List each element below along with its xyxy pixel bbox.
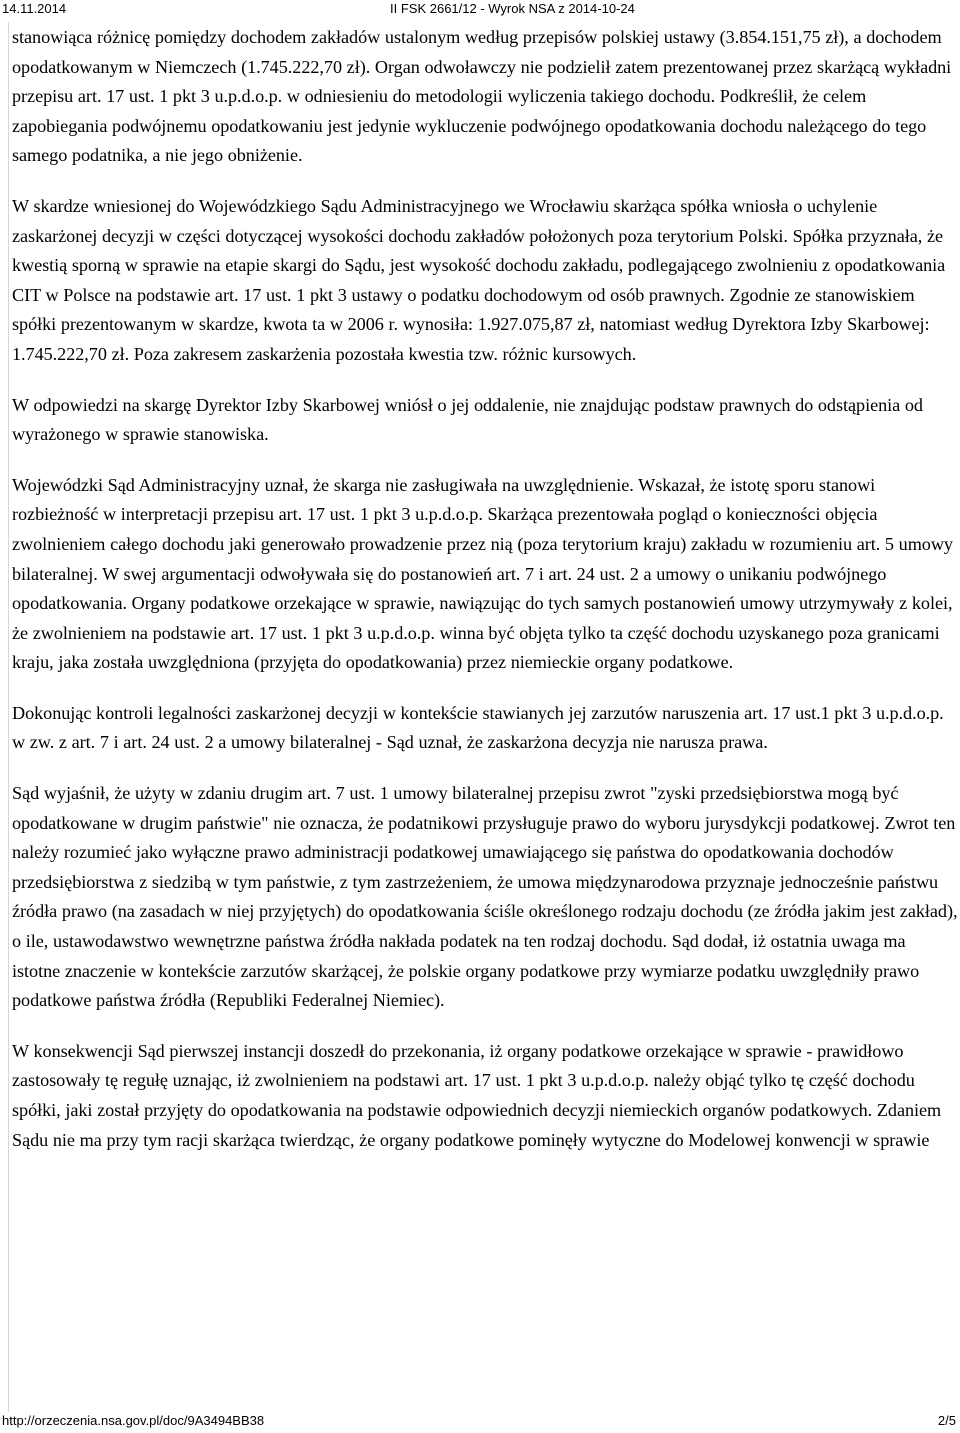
- paragraph: Sąd wyjaśnił, że użyty w zdaniu drugim art. 7 ust. 1 umowy bilateralnej przepisu zwrot "zyski przedsiębiorstwa mogą być opodatkowane w drugim państwie" nie oznacza, że podatnikowi przysługuje prawo do wyboru jurysdykcji podatkowej. Zwrot ten należy rozumieć jako wyłączne prawo administracji podatkowej umawiającego się państwa do opodatkowania dochodów przedsiębiorstwa z siedzibą w tym państwie, z tym zastrzeżeniem, że umowa międzynarodowa przyznaje jednocześnie państwu źródła prawo (na zasadach w niej przyjętych) do opodatkowania ściśle określonego rodzaju dochodu (ze źródła jakim jest zakład), o ile, ustawodawstwo wewnętrzne państwa źródła nakłada podatek na ten rodzaj dochodu. Sąd dodał, iż ostatnia uwaga ma istotne znaczenie w kontekście zarzutów skarżącej, że polskie organy podatkowe przy wymiarze podatku uwzględniły prawo podatkowe państwa źródła (Republiki Federalnej Niemiec).: [12, 783, 958, 1011]
- left-margin-rule: [8, 22, 9, 1412]
- print-header: [0, 0, 960, 22]
- paragraph: W konsekwencji Sąd pierwszej instancji doszedł do przekonania, iż organy podatkowe orzekające w sprawie - prawidłowo zastosowały tę regułę uznając, iż zwolnieniem na podstawi art. 17 ust. 1 pkt 3 u.p.d.o.p. należy objąć tylko tę część dochodu spółki, jaki został przyjęty do opodatkowania na podstawie odpowiednich decyzji niemieckich organów podatkowych. Zdaniem Sądu nie ma przy tym racji skarżąca twierdząc, że organy podatkowe pominęły wytyczne do Modelowej konwencji w sprawie: [12, 1040, 942, 1150]
- paragraph: Dokonując kontroli legalności zaskarżonej decyzji w kontekście stawianych jej zarzutów naruszenia art. 17 ust.1 pkt 3 u.p.d.o.p. w zw. z art. 7 i art. 24 ust. 2 a umowy bilateralnej - Sąd uznał, że zaskarżona decyzja nie narusza prawa.: [12, 702, 944, 753]
- paragraph: stanowiąca różnicę pomiędzy dochodem zakładów ustalonym według przepisów polskiej ustawy (3.854.151,75 zł), a dochodem opodatkowanym w Niemczech (1.745.222,70 zł). Organ odwoławczy nie podzielił zatem prezentowanej przez skarżącą wykładni przepisu art. 17 ust. 1 pkt 3 u.p.d.o.p. w odniesieniu do metodologii wyliczenia takiego dochodu. Podkreślił, że celem zapobiegania podwójnemu opodatkowaniu jest jedynie wykluczenie podwójnego opodatkowania dochodu należącego do tego samego podatnika, a nie jego obniżenie.: [12, 27, 952, 166]
- paragraph: W skardze wniesionej do Wojewódzkiego Sądu Administracyjnego we Wrocławiu skarżąca spółka wniosła o uchylenie zaskarżonej decyzji w części dotyczącej wysokości dochodu zakładów położonych poza terytorium Polski. Spółka przyznała, że kwestią sporną w sprawie na etapie skargi do Sądu, jest wysokość dochodu zakładu, podlegającego zwolnieniu z opodatkowania CIT w Polsce na podstawie art. 17 ust. 1 pkt 3 ustawy o podatku dochodowym od osób prawnych. Zgodnie ze stanowiskiem spółki prezentowanym w skardze, kwota ta w 2006 r. wynosiła: 1.927.075,87 zł, natomiast według Dyrektora Izby Skarbowej: 1.745.222,70 zł. Poza zakresem zaskarżenia pozostała kwestia tzw. różnic kursowych.: [12, 195, 946, 364]
- document-url: http://orzeczenia.nsa.gov.pl/doc/9A3494BB38: [2, 1413, 265, 1428]
- paragraph: W odpowiedzi na skargę Dyrektor Izby Skarbowej wniósł o jej oddalenie, nie znajdując podstaw prawnych do odstąpienia od wyrażonego w sprawie stanowiska.: [12, 394, 923, 445]
- page-number: 2/5: [937, 1413, 956, 1428]
- document-body: [12, 23, 958, 1176]
- document-title: II FSK 2661/12 - Wyrok NSA z 2014-10-24: [390, 1, 635, 16]
- print-date: 14.11.2014: [2, 1, 67, 16]
- print-footer: [0, 1412, 960, 1433]
- paragraph: Wojewódzki Sąd Administracyjny uznał, że skarga nie zasługiwała na uwzględnienie. Wskazał, że istotę sporu stanowi rozbieżność w interpretacji przepisu art. 17 ust. 1 pkt 3 u.p.d.o.p. Skarżąca prezentowała pogląd o konieczności objęcia zwolnieniem całego dochodu jaki generowało prowadzenie przez nią (poza terytorium kraju) zakładu w rozumieniu art. 5 umowy bilateralnej. W swej argumentacji odwoływała się do postanowień art. 7 i art. 24 ust. 2 a umowy o unikaniu podwójnego opodatkowania. Organy podatkowe orzekające w sprawie, nawiązując do tych samych postanowień umowy utrzymywały z kolei, że zwolnieniem na podstawie art. 17 ust. 1 pkt 3 u.p.d.o.p. winna być objęta tylko ta część dochodu uzyskanego poza granicami kraju, jaka została uwzględniona (przyjęta do opodatkowania) przez niemieckie organy podatkowe.: [12, 474, 953, 673]
